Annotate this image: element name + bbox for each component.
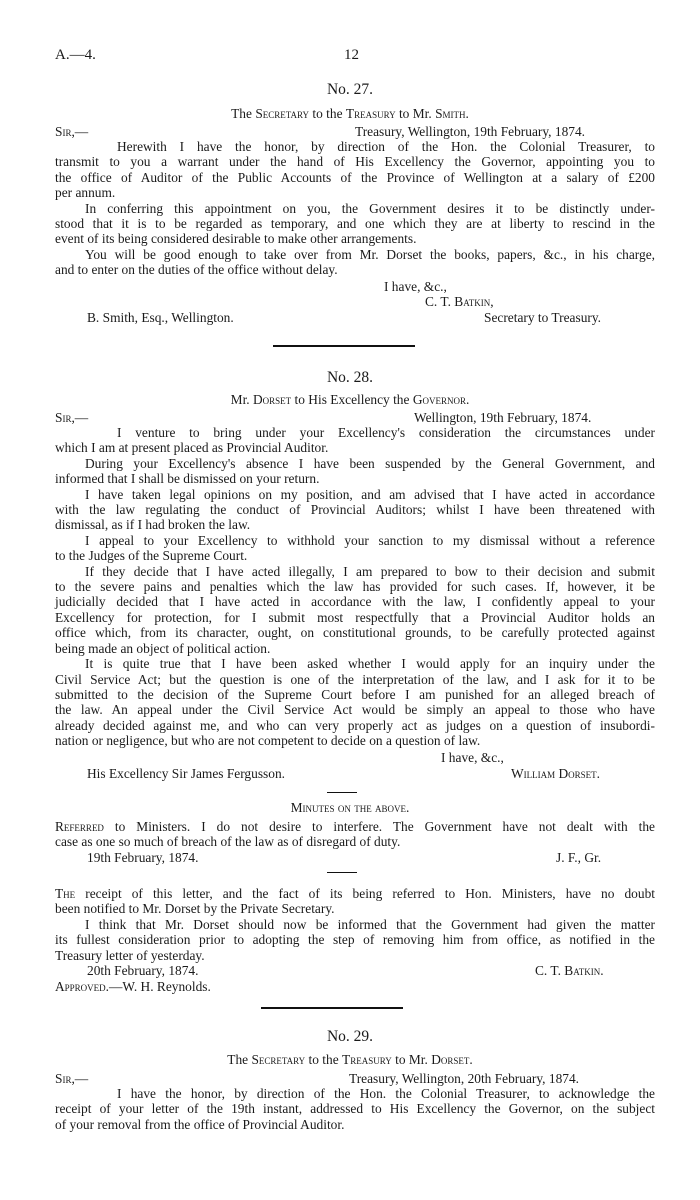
paragraph-line: the law. An appeal under the Civil Service Act would be simply an appeal to those who have (55, 702, 655, 718)
letter-27-number: No. 27. (326, 81, 374, 98)
paragraph-line: of your removal from the office of Provincial Auditor. (55, 1116, 345, 1132)
letter-28-addressee: His Excellency Sir James Fergusson. (87, 766, 285, 781)
paragraph-line: If they decide that I have acted illegally, I am prepared to bow to their decision and submit (85, 563, 655, 579)
minute-1-signature: J. F., Gr. (556, 850, 602, 865)
letter-27-body (55, 139, 655, 278)
paragraph-line: Civil Service Act; but the question is one of the interpretation of the law, and I ask for it to be (55, 671, 655, 687)
page-reference: A.—4. (55, 47, 96, 63)
paragraph-line: office which, from its character, ought, on constitutional grounds, to be carefully protected against (55, 625, 655, 641)
letter-28-body (55, 425, 655, 749)
paragraph-line: case as one so much of breach of the law as of disregard of duty. (55, 834, 401, 850)
letter-28-place-date: Wellington, 19th February, 1874. (414, 410, 592, 425)
short-divider (327, 872, 357, 873)
letter-27-place-date: Treasury, Wellington, 19th February, 1874. (355, 124, 586, 139)
paragraph-line: stood that it is to be regarded as temporary, and one which they are at liberty to rescind in the (55, 216, 655, 232)
paragraph-line: its fullest consideration prior to adopting the step of removing him from office, as notified in the (55, 932, 655, 948)
paragraph-line: to the Judges of the Supreme Court. (55, 548, 248, 564)
letter-28-signature: William Dorset. (511, 766, 600, 781)
paragraph-line: Herewith I have the honor, by direction of the Hon. the Colonial Treasurer, to (117, 139, 655, 154)
paragraph-line: being made an object of political action. (55, 640, 271, 656)
letter-27-salutation: Sir,— (55, 124, 89, 139)
page-number: 12 (344, 47, 359, 63)
paragraph-line: dismissal, as if I had broken the law. (55, 517, 251, 533)
paragraph-line: I have taken legal opinions on my position, and am advised that I have acted in accordance (85, 486, 655, 502)
paragraph-line: Excellency for protection, for I submit most respectfully that a Provincial Auditor holds an (55, 609, 655, 625)
letter-29-body (55, 1086, 655, 1132)
paragraph-line: The receipt of this letter, and the fact of its being referred to Hon. Ministers, have no doubt (55, 886, 655, 901)
paragraph-line: During your Excellency's absence I have been suspended by the General Government, and (85, 455, 655, 471)
paragraph-line: event of its being considered desirable to make other arrangements. (55, 231, 417, 247)
minute-1-date: 19th February, 1874. (87, 850, 199, 865)
letter-29-number: No. 29. (326, 1028, 374, 1045)
paragraph-line: Referred to Ministers. I do not desire to interfere. The Government have not dealt with the (55, 819, 655, 834)
paragraph-line: I have the honor, by direction of the Hon. the Colonial Treasurer, to acknowledge the (117, 1086, 655, 1101)
paragraph-line: per annum. (55, 185, 116, 201)
letter-29-heading: The Secretary to the Treasury to Mr. Dorset. (227, 1052, 473, 1067)
paragraph-line: transmit to you a warrant under the hand of His Excellency the Governor, appointing you to (55, 154, 655, 170)
section-divider (273, 345, 415, 347)
paragraph-line: been notified to Mr. Dorset by the Private Secretary. (55, 901, 335, 917)
paragraph-line: I think that Mr. Dorset should now be informed that the Government had given the matter (85, 916, 655, 932)
paragraph-line: with the law regulating the conduct of Provincial Auditors; whilst I have been threatened with (55, 502, 655, 518)
paragraph-line: In conferring this appointment on you, the Government desires it to be distinctly under- (85, 200, 655, 216)
minute-2 (55, 886, 655, 963)
minute-2-signature: C. T. Batkin. (535, 963, 604, 978)
paragraph-line: You will be good enough to take over from Mr. Dorset the books, papers, &c., in his charge, (85, 246, 655, 262)
minute-1 (55, 819, 655, 850)
paragraph-line: Treasury letter of yesterday. (55, 947, 205, 963)
letter-27-signature: C. T. Batkin, (425, 294, 494, 309)
paragraph-line: nation or negligence, but who are not competent to decide on a question of law. (55, 733, 481, 749)
approved-line: Approved.—W. H. Reynolds. (55, 979, 211, 994)
letter-29-place-date: Treasury, Wellington, 20th February, 1874. (349, 1071, 580, 1086)
paragraph-line: already decided against me, and who can very properly act as judges on a question of insubordi- (55, 717, 655, 733)
section-divider (261, 1007, 403, 1009)
letter-28-salutation: Sir,— (55, 410, 89, 425)
paragraph-line: It is quite true that I have been asked whether I would apply for an inquiry under the (85, 656, 655, 672)
letter-28-number: No. 28. (326, 369, 374, 386)
paragraph-line: which I am at present placed as Provincial Auditor. (55, 440, 329, 456)
paragraph-line: submitted to the decision of the Supreme Court before I am punished for an alleged breach of (55, 686, 655, 702)
paragraph-line: I appeal to your Excellency to withhold your sanction to my dismissal without a reference (85, 532, 655, 548)
letter-29-salutation: Sir,— (55, 1071, 89, 1086)
paragraph-line: and to enter on the duties of the office without delay. (55, 262, 338, 278)
short-divider (327, 792, 357, 793)
paragraph-line: judicially decided that I have acted in accordance with the law, I confidently appeal to your (55, 594, 655, 610)
letter-28-closing: I have, &c., (441, 750, 504, 765)
letter-28-heading: Mr. Dorset to His Excellency the Governor. (230, 392, 470, 407)
letter-27-heading: The Secretary to the Treasury to Mr. Smith. (231, 106, 469, 121)
paragraph-line: the office of Auditor of the Public Accounts of the Province of Wellington at a salary of £200 (55, 169, 655, 185)
paragraph-line: to the severe pains and penalties which the law has provided for such cases. If, however, it be (55, 579, 655, 595)
letter-27-sign-title: Secretary to Treasury. (484, 310, 602, 325)
minutes-heading: Minutes on the above. (290, 800, 410, 815)
paragraph-line: I venture to bring under your Excellency's consideration the circumstances under (117, 425, 655, 440)
letter-27-addressee: B. Smith, Esq., Wellington. (87, 310, 234, 325)
letter-27-closing: I have, &c., (384, 279, 447, 294)
paragraph-line: informed that I shall be dismissed on your return. (55, 471, 320, 487)
minute-2-date: 20th February, 1874. (87, 963, 199, 978)
paragraph-line: receipt of your letter of the 19th instant, addressed to His Excellency the Governor, on the subject (55, 1101, 655, 1117)
